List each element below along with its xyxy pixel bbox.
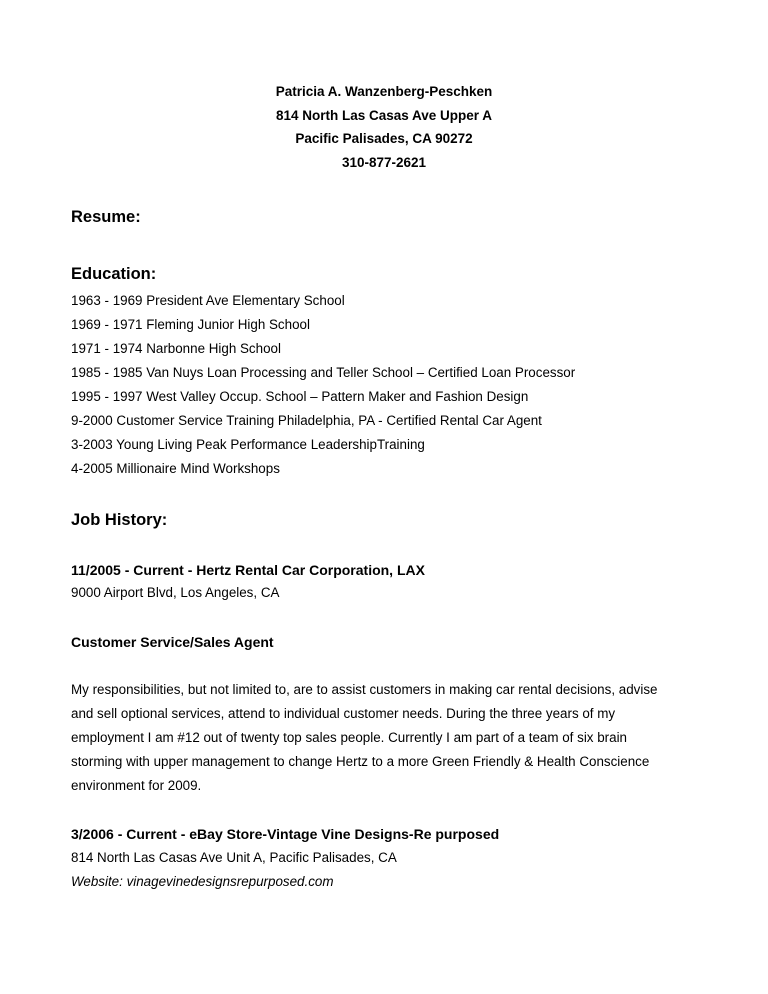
description-line: storming with upper management to change Hertz to a more Green Friendly & Health Conscience xyxy=(71,754,650,769)
education-item: 1963 - 1969 President Ave Elementary School xyxy=(71,293,345,308)
job2-title: 3/2006 - Current - eBay Store-Vintage Vine Designs-Re purposed xyxy=(71,826,500,842)
description-line: employment I am #12 out of twenty top sales people. Currently I am part of a team of six brain xyxy=(71,730,627,745)
education-item: 1995 - 1997 West Valley Occup. School – Pattern Maker and Fashion Design xyxy=(71,389,529,404)
job1-title: 11/2005 - Current - Hertz Rental Car Corporation, LAX xyxy=(71,562,425,578)
education-item: 1971 - 1974 Narbonne High School xyxy=(71,341,281,356)
description-line: and sell optional services, attend to individual customer needs. During the three years of my xyxy=(71,706,616,721)
job-history-heading: Job History: xyxy=(71,511,168,529)
description-line: My responsibilities, but not limited to, are to assist customers in making car rental decisions, advise xyxy=(71,682,658,697)
education-item: 9-2000 Customer Service Training Philadelphia, PA - Certified Rental Car Agent xyxy=(71,413,542,428)
contact-header xyxy=(0,80,768,174)
contact-address: 814 North Las Casas Ave Upper A xyxy=(275,107,493,123)
education-item: 1969 - 1971 Fleming Junior High School xyxy=(71,317,310,332)
education-item: 4-2005 Millionaire Mind Workshops xyxy=(71,461,280,476)
education-list xyxy=(71,289,575,481)
education-item: 1985 - 1985 Van Nuys Loan Processing and Teller School – Certified Loan Processor xyxy=(71,365,576,380)
education-item: 3-2003 Young Living Peak Performance LeadershipTraining xyxy=(71,437,425,452)
education-heading: Education: xyxy=(71,265,157,283)
job2-address: 814 North Las Casas Ave Unit A, Pacific Palisades, CA xyxy=(71,850,397,865)
resume-heading: Resume: xyxy=(71,208,141,226)
description-line: environment for 2009. xyxy=(71,778,202,793)
contact-city: Pacific Palisades, CA 90272 xyxy=(295,131,473,146)
job1-role: Customer Service/Sales Agent xyxy=(71,634,274,650)
contact-name: Patricia A. Wanzenberg-Peschken xyxy=(275,84,493,99)
job2-website: Website: vinagevinedesignsrepurposed.com xyxy=(71,874,334,889)
job1-description xyxy=(71,678,711,798)
contact-phone: 310-877-2621 xyxy=(341,154,427,170)
job1-address: 9000 Airport Blvd, Los Angeles, CA xyxy=(71,585,280,600)
